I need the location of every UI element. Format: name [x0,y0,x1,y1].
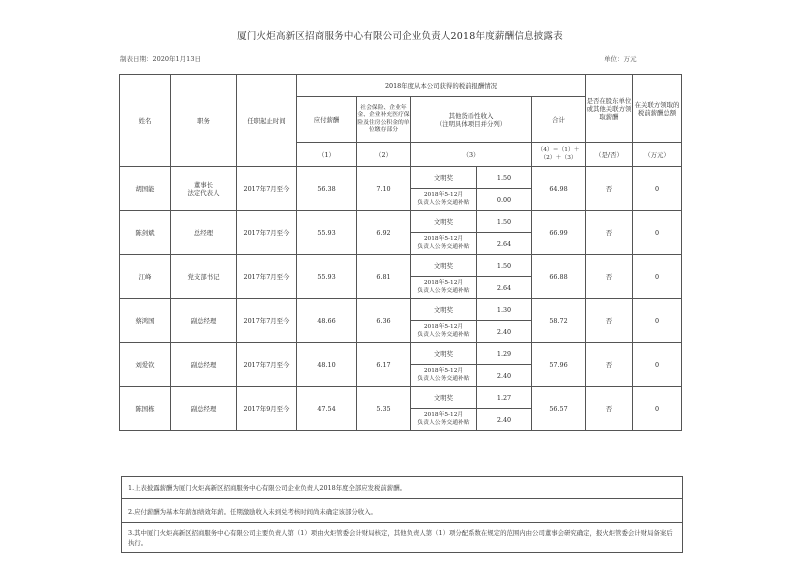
cell-social: 6.36 [357,299,411,343]
cell-name: 胡国能 [120,167,171,211]
cell-other-units: 否 [586,299,633,343]
cell-position: 副总经理 [171,343,237,387]
table-row [120,299,682,321]
cell-other-units: 否 [586,255,633,299]
note-3: 3.其中厦门火炬高新区招商服务中心有限公司主要负责人第（1）项由火炬管委会计财局核定，其他负责人第（1）项分配系数在规定的范围内由公司董事会研究确定，报火炬管委会计财局备案后执行。 [122,522,682,552]
cell-item-value: 2.64 [477,277,532,299]
cell-related-pay: 0 [633,299,682,343]
index-other: （3） [411,143,532,167]
index-other-units: （是/否） [586,143,633,167]
cell-item-label: 文明奖 [411,387,477,409]
salary-table [119,74,682,431]
table-row [120,387,682,409]
header-other-income-title: 其他货币性收入 [448,111,494,120]
cell-item-value: 1.50 [477,167,532,189]
cell-item-value: 2.40 [477,365,532,387]
cell-tenure: 2017年7月至今 [237,299,297,343]
header-related-pay: 在关联方领取的税前薪酬总额 [633,75,682,143]
cell-item-value: 0.00 [477,189,532,211]
cell-item-value: 1.27 [477,387,532,409]
header-total: 合计 [532,97,586,143]
cell-position: 董事长 法定代表人 [171,167,237,211]
cell-social: 7.10 [357,167,411,211]
table-row [120,255,682,277]
cell-other-units: 否 [586,387,633,431]
cell-tenure: 2017年9月至今 [237,387,297,431]
header-name: 姓名 [120,75,171,167]
cell-related-pay: 0 [633,167,682,211]
cell-position: 副总经理 [171,387,237,431]
cell-item-value: 1.50 [477,255,532,277]
cell-tenure: 2017年7月至今 [237,343,297,387]
cell-social: 5.35 [357,387,411,431]
cell-item-value: 1.50 [477,211,532,233]
cell-item-label: 文明奖 [411,255,477,277]
cell-related-pay: 0 [633,387,682,431]
cell-name: 蔡鸿国 [120,299,171,343]
cell-total: 64.98 [532,167,586,211]
cell-item-label: 文明奖 [411,343,477,365]
unit-label: 单位：万元 [604,55,637,63]
cell-item-label: 2018年5-12月 负责人公务交通补贴 [411,189,477,211]
note-2: 2.应付薪酬为基本年薪加绩效年薪。任期激励收入未到兑考核时间尚未确定该部分收入。 [122,498,682,522]
cell-social: 6.81 [357,255,411,299]
cell-item-label: 2018年5-12月 负责人公务交通补贴 [411,409,477,431]
cell-item-value: 2.40 [477,321,532,343]
cell-item-value: 2.64 [477,233,532,255]
header-tenure: 任职起止时间 [237,75,297,167]
page-title: 厦门火炬高新区招商服务中心有限公司企业负责人2018年度薪酬信息披露表 [237,31,563,42]
cell-name: 陈剑斌 [120,211,171,255]
cell-total: 57.96 [532,343,586,387]
cell-total: 66.88 [532,255,586,299]
notes-section [121,476,683,553]
header-position: 职务 [171,75,237,167]
cell-salary: 55.93 [297,211,357,255]
table-row [120,211,682,233]
cell-total: 58.72 [532,299,586,343]
cell-item-value: 1.29 [477,343,532,365]
cell-tenure: 2017年7月至今 [237,167,297,211]
index-related-pay: （万元） [633,143,682,167]
header-other-units: 是否在股东单位或其他关联方领取薪酬 [586,75,633,143]
cell-item-value: 1.30 [477,299,532,321]
cell-salary: 48.10 [297,343,357,387]
cell-related-pay: 0 [633,255,682,299]
cell-related-pay: 0 [633,211,682,255]
cell-salary: 47.54 [297,387,357,431]
index-salary: （1） [297,143,357,167]
cell-social: 6.92 [357,211,411,255]
cell-other-units: 否 [586,167,633,211]
cell-other-units: 否 [586,343,633,387]
cell-position: 党支部书记 [171,255,237,299]
cell-related-pay: 0 [633,343,682,387]
cell-name: 刘爱钦 [120,343,171,387]
cell-tenure: 2017年7月至今 [237,255,297,299]
prepared-date: 制表日期：2020年1月13日 [120,55,201,63]
table-row [120,343,682,365]
cell-item-label: 文明奖 [411,167,477,189]
cell-total: 66.99 [532,211,586,255]
table-row [120,167,682,189]
cell-position: 总经理 [171,211,237,255]
cell-item-label: 2018年5-12月 负责人公务交通补贴 [411,277,477,299]
index-social: （2） [357,143,411,167]
cell-item-label: 2018年5-12月 负责人公务交通补贴 [411,365,477,387]
note-1: 1.上表披露薪酬为厦门火炬高新区招商服务中心有限公司企业负责人2018年度全部应发税前薪酬。 [122,476,682,498]
header-salary: 应付薪酬 [297,97,357,143]
cell-tenure: 2017年7月至今 [237,211,297,255]
cell-item-value: 2.40 [477,409,532,431]
cell-item-label: 文明奖 [411,299,477,321]
header-social: 社会保险、企业年金、企业补充医疗保险及住房公积金的单位缴存部分 [357,97,411,143]
cell-name: 陈国栋 [120,387,171,431]
cell-item-label: 文明奖 [411,211,477,233]
header-other-income [411,97,532,143]
cell-salary: 56.38 [297,167,357,211]
cell-name: 江峰 [120,255,171,299]
cell-salary: 55.93 [297,255,357,299]
cell-item-label: 2018年5-12月 负责人公务交通补贴 [411,233,477,255]
cell-item-label: 2018年5-12月 负责人公务交通补贴 [411,321,477,343]
cell-social: 6.17 [357,343,411,387]
index-total: （4）＝（1）＋（2）＋（3） [532,143,586,167]
header-other-income-note: （注明具体项目并分列） [435,119,507,128]
header-group: 2018年度从本公司获得的税前报酬情况 [297,75,586,97]
cell-salary: 48.66 [297,299,357,343]
cell-position: 副总经理 [171,299,237,343]
cell-other-units: 否 [586,211,633,255]
cell-total: 56.57 [532,387,586,431]
